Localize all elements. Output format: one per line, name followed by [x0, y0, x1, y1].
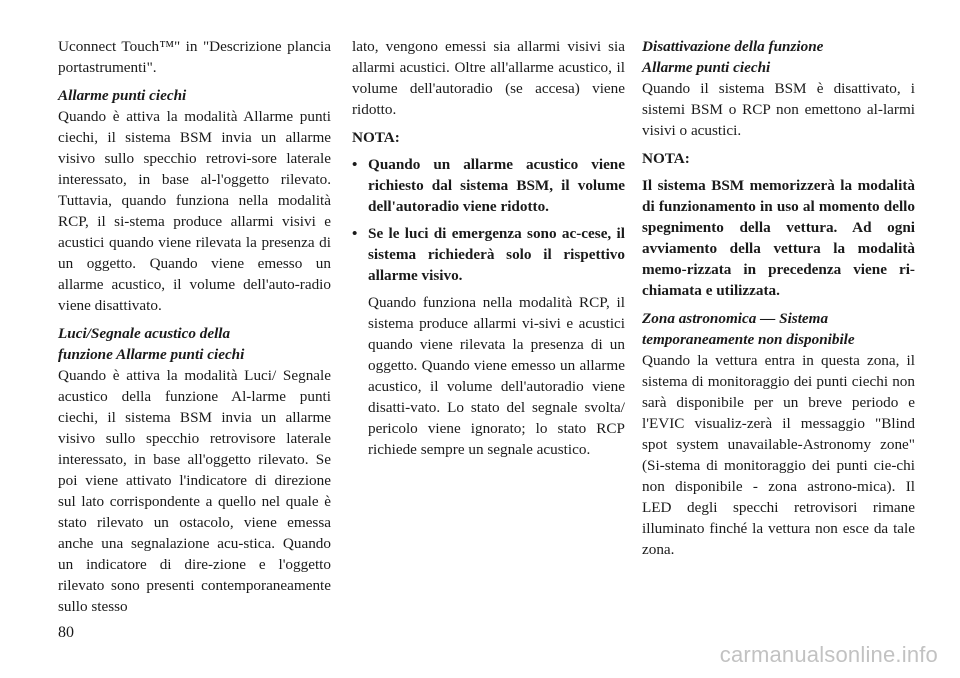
list-item	[352, 223, 625, 286]
heading-blind-spot-alert: Allarme punti ciechi	[58, 87, 187, 104]
heading-lights-chime-line1: Luci/Segnale acustico della	[58, 325, 231, 342]
heading-disable-function	[642, 36, 915, 78]
list-item	[352, 154, 625, 217]
lights-chime-paragraph: Quando è attiva la modalità Luci/ Segnale acustico della funzione Al-larme punti ciechi, il sistema BSM invia un allarme visivo sullo specchio retrovisore laterale interessato, in base all'oggetto rilevato. Se poi viene attivato l'indicatore di direzione sul lato corrispondente a quello nel quale è stato rilevato un ostacolo, viene emessa anche una segnalazione acu-stica. Quando un indicatore di dire-zione e l'oggetto rilevato sono presenti contemporaneamente sullo stesso	[58, 367, 331, 615]
column-right	[642, 36, 915, 567]
heading-disable-line1: Disattivazione della funzione	[642, 38, 824, 55]
intro-paragraph: Uconnect Touch™" in "Descrizione plancia portastrumenti".	[58, 38, 331, 76]
column-middle	[352, 36, 625, 467]
column-left	[58, 36, 331, 624]
watermark: carmanualsonline.info	[719, 642, 938, 667]
heading-lights-chime	[58, 323, 331, 365]
page-number: 80	[58, 624, 74, 641]
heading-lights-chime-line2: funzione Allarme punti ciechi	[58, 346, 245, 363]
blind-spot-alert-paragraph: Quando è attiva la modalità Allarme punti ciechi, il sistema BSM invia un allarme visivo sullo specchio retrovi-sore laterale interessato, in base al-l'oggetto rilevato. Tuttavia, quando funziona nella modalità RCP, il si-stema produce allarmi visivi e acustici quando viene rilevata la presenza di un oggetto. Quando viene emesso un allarme acustico, il volume dell'auto-radio viene disattivato.	[58, 108, 331, 314]
bullet-icon: •	[352, 156, 358, 173]
heading-astronomy-line1: Zona astronomica — Sistema	[642, 310, 829, 327]
astronomy-zone-paragraph: Quando la vettura entra in questa zona, il sistema di monitoraggio dei punti ciechi non sarà disponibile per un breve periodo e l'EVIC visualiz-zerà il messaggio "Blind spot system unavailable-Astronomy zone" (Si-stema di monitoraggio dei punti cie-chi non disponibile - zona astrono-mica). Il LED degli specchi retrovisori rimane illuminato finché la vettura non esce da tale zona.	[642, 352, 915, 558]
bullet-text: Se le luci di emergenza sono ac-cese, il sistema richiederà solo il rispettivo allarme visivo.	[368, 225, 625, 284]
note-label: NOTA:	[642, 150, 690, 167]
heading-disable-line2: Allarme punti ciechi	[642, 59, 771, 76]
bullet-icon: •	[352, 225, 358, 242]
rcp-paragraph: Quando funziona nella modalità RCP, il sistema produce allarmi vi-sivi e acustici quando viene rilevata la presenza di un oggetto. Quando viene emesso un allarme acustico, il volume dell'autoradio viene disatti-vato. Lo stato del segnale svolta/ pericolo viene ignorato; lo stato RCP richiede sempre un segnale acustico.	[368, 294, 625, 458]
heading-astronomy-line2: temporaneamente non disponibile	[642, 331, 855, 348]
continuation-paragraph: lato, vengono emessi sia allarmi visivi sia allarmi acustici. Oltre all'allarme acustico, il volume dell'autoradio (se accesa) viene ridotto.	[352, 38, 625, 118]
note-bullet-list	[352, 154, 625, 286]
bullet-text: Quando un allarme acustico viene richiesto dal sistema BSM, il volume dell'autoradio viene ridotto.	[368, 156, 625, 215]
disable-paragraph: Quando il sistema BSM è disattivato, i sistemi BSM o RCP non emettono al-larmi visivi o acustici.	[642, 80, 915, 139]
heading-astronomy-zone	[642, 308, 915, 350]
note-text: Il sistema BSM memorizzerà la modalità di funzionamento in uso al momento dello spegnimento della vettura. Ad ogni avviamento della vettura la modalità memo-rizzata in precedenza viene ri-chiamata e utilizzata.	[642, 177, 915, 299]
note-label: NOTA:	[352, 129, 400, 146]
